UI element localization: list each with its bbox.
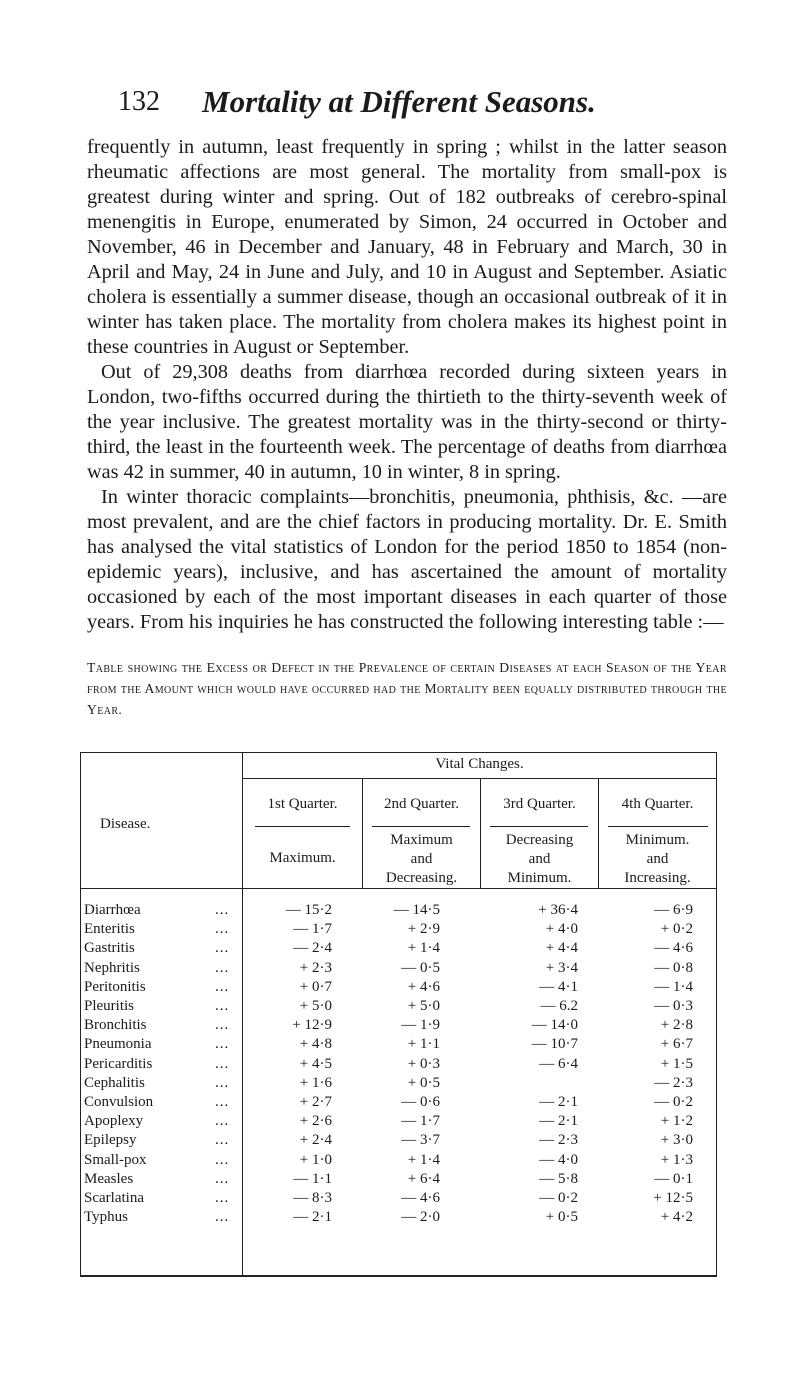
q1-value: + 5·0: [299, 998, 332, 1014]
leader-dots: ...: [215, 1113, 230, 1130]
q2-value: — 3·7: [401, 1132, 440, 1149]
q1-value: + 1·6: [299, 1074, 332, 1091]
q2-value: — 1·9: [401, 1017, 440, 1034]
q3-value: + 36·4: [538, 902, 578, 918]
quarter-3-sub-3: Minimum.: [507, 870, 572, 886]
q1-value: + 2·7: [299, 1094, 332, 1110]
disease-header: Disease.: [100, 816, 151, 832]
quarter-2-sub-3: Decreasing.: [385, 870, 458, 886]
q1-value: — 2·4: [293, 940, 332, 957]
q4-value: — 0·1: [654, 1170, 693, 1187]
running-title: Mortality at Different Seasons.: [202, 84, 596, 119]
table-bottom-rule: [80, 1275, 717, 1277]
q2-value: — 14·5: [393, 902, 440, 918]
q1-value: + 2·6: [299, 1113, 332, 1130]
quarter-label-rule-1: [255, 826, 350, 827]
q1-value: + 0·7: [299, 978, 332, 995]
body-text: [87, 135, 727, 635]
q2-value: — 2·0: [401, 1209, 440, 1226]
page-number: 132: [118, 86, 160, 117]
disease-name: Pericarditis: [84, 1055, 153, 1072]
q4-value: — 0·3: [654, 998, 693, 1014]
leader-dots: ...: [215, 1190, 230, 1206]
q3-value: — 2·1: [539, 1094, 578, 1110]
table-row: [80, 921, 717, 941]
vital-changes-table: [80, 752, 717, 1277]
table-row: [80, 1190, 717, 1210]
table-row: [80, 1017, 717, 1037]
quarter-label-rule-4: [608, 826, 708, 827]
table-row: [80, 1132, 717, 1152]
quarter-3-sub-2: and: [528, 851, 551, 867]
q3-value: + 4·4: [545, 940, 578, 957]
q2-value: + 1·4: [407, 940, 440, 957]
quarter-label-rule-2: [372, 826, 470, 827]
q2-value: + 6·4: [407, 1170, 440, 1187]
q3-value: — 6.2: [540, 998, 578, 1014]
q2-value: + 5·0: [407, 998, 440, 1014]
disease-name: Bronchitis: [84, 1017, 147, 1034]
table-row: [80, 1113, 717, 1133]
leader-dots: ...: [215, 921, 230, 938]
group-header: Vital Changes.: [435, 756, 524, 772]
leader-dots: ...: [215, 1036, 230, 1053]
quarter-2-sub-1: Maximum: [390, 832, 453, 848]
q3-value: + 4·0: [545, 921, 578, 938]
q1-value: + 2·4: [299, 1132, 332, 1149]
q1-value: + 4·8: [299, 1036, 332, 1053]
quarter-2-sub-2: and: [410, 851, 433, 867]
q2-value: + 1·1: [407, 1036, 440, 1053]
q1-value: — 8·3: [293, 1190, 332, 1206]
leader-dots: ...: [215, 1017, 230, 1034]
disease-name: Diarrhœa: [84, 902, 141, 918]
q2-value: — 0·5: [401, 959, 440, 976]
q1-value: + 12·9: [292, 1017, 332, 1034]
leader-dots: ...: [215, 1094, 230, 1110]
paragraph-1: frequently in autumn, least frequently in spring ; whilst in the latter season rheumatic affections are most general. The mortality from small-pox is greatest during winter and spring. Out of 182 outbreaks of cerebro-spinal menengitis in Europe, enumerated by Simon, 24 occurred in October and November, 46 in December and January, 48 in February and March, 30 in April and May, 24 in June and July, and 10 in August and September. Asiatic cholera is essentially a summer disease, though an occasional outbreak of it in winter has taken place. The mortality from cholera makes its highest point in these countries in August or September.: [87, 136, 727, 358]
table-row: [80, 940, 717, 960]
q3-value: — 6·4: [539, 1055, 578, 1072]
q4-value: — 4·6: [654, 940, 693, 957]
q1-value: — 2·1: [293, 1209, 332, 1226]
q4-value: — 0·2: [654, 1094, 693, 1110]
q2-value: + 0·3: [407, 1055, 440, 1072]
disease-name: Epilepsy: [84, 1132, 137, 1149]
q4-value: + 3·0: [660, 1132, 693, 1149]
q4-value: — 6·9: [654, 902, 693, 918]
quarter-3-sub-1: Decreasing: [505, 832, 574, 848]
quarter-1-label: 1st Quarter.: [267, 796, 338, 812]
leader-dots: ...: [215, 1074, 230, 1091]
q4-value: + 6·7: [660, 1036, 693, 1053]
q4-value: + 2·8: [660, 1017, 693, 1034]
q2-value: — 1·7: [401, 1113, 440, 1130]
q2-value: + 1·4: [407, 1151, 440, 1168]
q4-value: — 0·8: [654, 959, 693, 976]
table-row: [80, 1152, 717, 1172]
quarter-label-rule-3: [490, 826, 588, 827]
disease-name: Pneumonia: [84, 1036, 152, 1053]
q3-value: + 3·4: [545, 959, 578, 976]
leader-dots: ...: [215, 1170, 230, 1187]
running-header: [118, 84, 596, 119]
leader-dots: ...: [215, 1209, 230, 1226]
quarter-4-sub-1: Minimum.: [625, 832, 690, 848]
q3-value: — 4·0: [539, 1151, 578, 1168]
quarter-4-sub-2: and: [646, 851, 669, 867]
disease-name: Scarlatina: [84, 1190, 144, 1206]
q2-value: — 0·6: [401, 1094, 440, 1110]
q2-value: + 2·9: [407, 921, 440, 938]
quarter-2-label: 2nd Quarter.: [384, 796, 459, 812]
q1-value: + 2·3: [299, 959, 332, 976]
disease-name: Apoplexy: [84, 1113, 144, 1130]
table-caption: Table showing the Excess or Defect in the Prevalence of certain Diseases at each Season of the Year from the Amount which would have occurred had the Mortality been equally distributed through the Year.: [87, 660, 727, 717]
leader-dots: ...: [215, 978, 230, 995]
table-row: [80, 960, 717, 980]
table-row: [80, 998, 717, 1018]
q3-value: — 14·0: [531, 1017, 578, 1034]
table-row: [80, 1036, 717, 1056]
table-row: [80, 1056, 717, 1076]
q4-value: + 0·2: [660, 921, 693, 938]
q4-value: + 12·5: [653, 1190, 693, 1206]
q3-value: — 2·3: [539, 1132, 578, 1149]
paragraph-3: In winter thoracic complaints—bronchitis, pneumonia, phthisis, &c. —are most prevalent, and are the chief factors in producing mortality. Dr. E. Smith has analysed the vital statistics of London for the period 1850 to 1854 (non-epidemic years), inclusive, and has ascertained the amount of mortality occasioned by each of the most important diseases in each quarter of those years. From his inquiries he has constructed the following interesting table :—: [87, 486, 727, 633]
disease-name: Small-pox: [84, 1151, 147, 1168]
quarter-3-label: 3rd Quarter.: [503, 796, 576, 812]
leader-dots: ...: [215, 902, 230, 918]
q3-value: — 10·7: [531, 1036, 578, 1053]
q1-value: + 1·0: [299, 1151, 332, 1168]
q3-value: + 0·5: [545, 1209, 578, 1226]
table-row: [80, 979, 717, 999]
q4-value: — 1·4: [654, 978, 693, 995]
disease-name: Gastritis: [84, 940, 135, 957]
q3-value: — 5·8: [539, 1170, 578, 1187]
leader-dots: ...: [215, 940, 230, 957]
q4-value: — 2·3: [654, 1074, 693, 1091]
q4-value: + 1·3: [660, 1151, 693, 1168]
q4-value: + 1·5: [660, 1055, 693, 1072]
table-row: [80, 1209, 717, 1229]
q3-value: — 0·2: [539, 1190, 578, 1206]
table-row: [80, 1171, 717, 1191]
q3-value: — 2·1: [539, 1113, 578, 1130]
q1-value: — 1·7: [293, 921, 332, 938]
leader-dots: ...: [215, 1055, 230, 1072]
q2-value: + 0·5: [407, 1074, 440, 1091]
q4-value: + 4·2: [660, 1209, 693, 1226]
table-row: [80, 1075, 717, 1095]
disease-name: Peritonitis: [84, 978, 146, 995]
leader-dots: ...: [215, 1151, 230, 1168]
quarter-4-label: 4th Quarter.: [621, 796, 694, 812]
table-top-rule: [80, 752, 717, 753]
table-row: [80, 902, 717, 922]
leader-dots: ...: [215, 1132, 230, 1149]
leader-dots: ...: [215, 998, 230, 1014]
leader-dots: ...: [215, 959, 230, 976]
q2-value: + 4·6: [407, 978, 440, 995]
header-bottom-rule: [80, 888, 717, 889]
paragraph-2: Out of 29,308 deaths from diarrhœa recorded during sixteen years in London, two-fifths occurred during the thirtieth to the thirty-seventh week of the year inclusive. The greatest mortality was in the thirty-second or thirty-third, the least in the fourteenth week. The percentage of deaths from diarrhœa was 42 in summer, 40 in autumn, 10 in winter, 8 in spring.: [87, 361, 727, 483]
disease-name: Pleuritis: [84, 998, 135, 1014]
q3-value: — 4·1: [539, 978, 578, 995]
disease-name: Nephritis: [84, 959, 140, 976]
q1-value: + 4·5: [299, 1055, 332, 1072]
table-row: [80, 1094, 717, 1114]
disease-name: Typhus: [84, 1209, 128, 1226]
quarter-1-sub: Maximum.: [269, 850, 336, 866]
quarter-4-sub-3: Increasing.: [624, 870, 691, 886]
disease-name: Enteritis: [84, 921, 135, 938]
q4-value: + 1·2: [660, 1113, 693, 1130]
disease-name: Cephalitis: [84, 1074, 145, 1091]
disease-name: Convulsion: [84, 1094, 154, 1110]
disease-name: Measles: [84, 1170, 134, 1187]
q2-value: — 4·6: [401, 1190, 440, 1206]
q1-value: — 1·1: [293, 1170, 332, 1187]
q1-value: — 15·2: [285, 902, 332, 918]
